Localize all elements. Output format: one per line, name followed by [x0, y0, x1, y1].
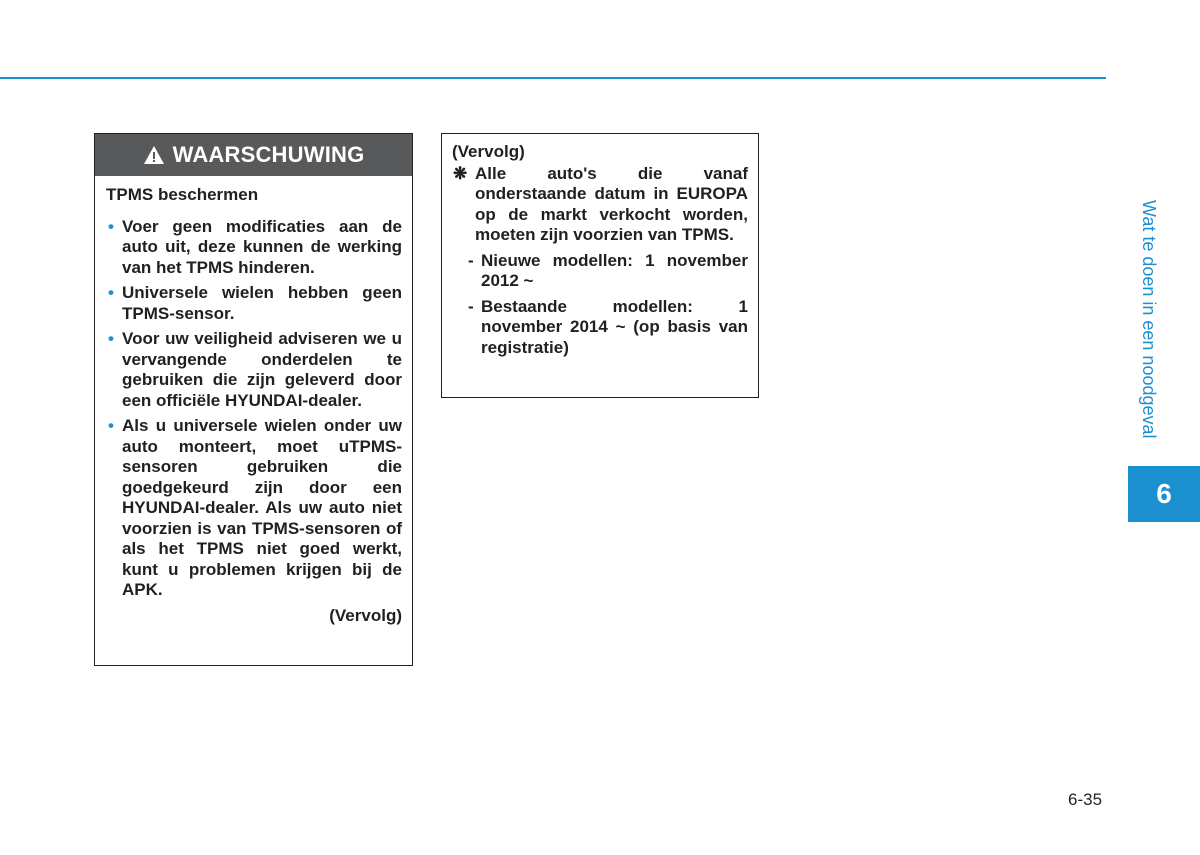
warning-box: [94, 133, 413, 666]
header-rule: [0, 77, 1106, 79]
chapter-title: Wat te doen in een noodgeval: [1139, 200, 1159, 439]
continuation-body: [442, 134, 758, 358]
note-text: Alle auto's die vanaf onderstaande datum in EUROPA op de markt verkocht worden, moeten zijn voorzien van TPMS.: [475, 163, 748, 244]
list-item: [106, 283, 402, 324]
page-number: 6-35: [1068, 790, 1103, 809]
bullet-icon: •: [108, 216, 114, 236]
continuation-heading: (Vervolg): [452, 142, 525, 161]
list-item: [106, 329, 402, 411]
bullet-icon: •: [108, 329, 114, 348]
note-item: [452, 164, 748, 246]
continued-label: (Vervolg): [329, 605, 402, 625]
warning-header: [95, 134, 412, 176]
warning-subtitle: TPMS beschermen: [106, 185, 259, 204]
list-item-text: Bestaande modellen: 1 november 2014 ~ (op basis van registratie): [481, 296, 748, 357]
bullet-icon: •: [108, 283, 114, 302]
dash-mark: -: [468, 296, 474, 316]
warning-list: [106, 217, 402, 601]
list-item: [452, 297, 748, 359]
list-item: [106, 217, 402, 279]
bullet-icon: •: [108, 416, 114, 435]
note-mark-icon: ❋: [453, 163, 468, 183]
chapter-tab[interactable]: 6: [1128, 466, 1200, 522]
list-item: [106, 416, 402, 601]
continuation-box: [441, 133, 759, 398]
warning-body: [95, 176, 412, 626]
warning-title: WAARSCHUWING: [172, 142, 365, 167]
list-item-text: Voer geen modificaties aan de auto uit, deze kunnen de werking van het TPMS hinderen.: [122, 216, 402, 277]
list-item-text: Voor uw veiligheid adviseren we u vervangende onderdelen te gebruiken die zijn geleverd door een officiële HYUNDAI-dealer.: [122, 329, 402, 410]
list-item-text: Als u universele wielen onder uw auto monteert, moet uTPMS- sensoren gebruiken die goedgekeurd zijn door een HYUNDAI-dealer. Als uw auto niet voorzien is van TPMS-sensoren of als het TPMS niet goed werkt, kunt u problemen krijgen bij de APK.: [122, 416, 402, 599]
warning-triangle-icon: [143, 145, 165, 165]
list-item-text: Universele wielen hebben geen TPMS-sensor.: [122, 283, 402, 323]
list-item: [452, 251, 748, 292]
list-item-text: Nieuwe modellen: 1 november 2012 ~: [481, 250, 748, 290]
dash-mark: -: [468, 250, 474, 270]
